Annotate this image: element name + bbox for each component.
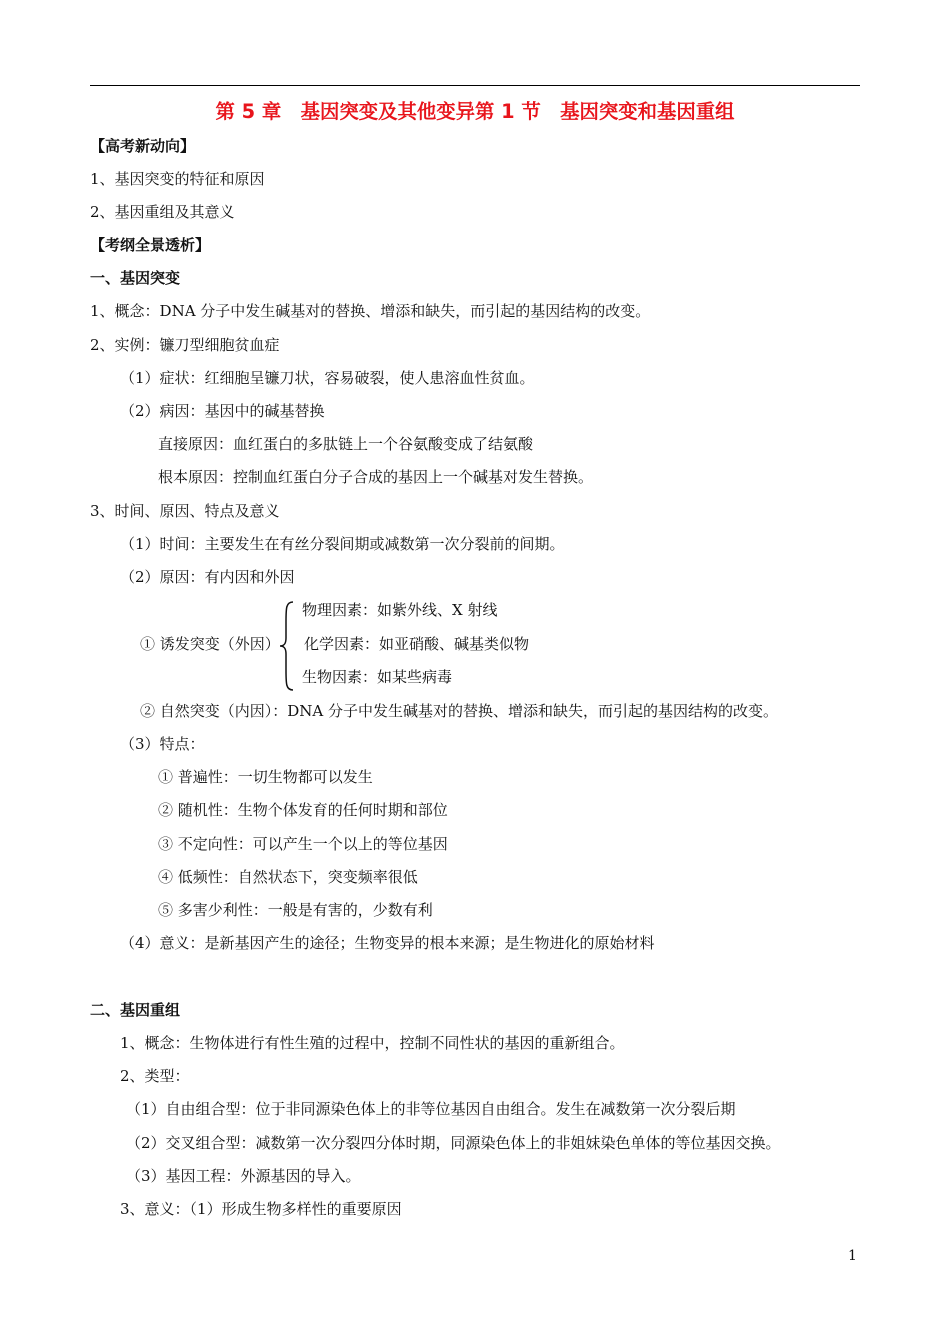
mutation-header: 一、基因突变 (90, 269, 181, 287)
mutation-concept: 1、概念：DNA 分子中发生碱基对的替换、增添和缺失，而引起的基因结构的改变。 (90, 302, 651, 320)
trends-header: 【高考新动向】 (90, 137, 196, 155)
factor-chemical: 化学因素：如亚硝酸、碱基类似物 (304, 635, 530, 653)
mutation-time: （1）时间：主要发生在有丝分裂间期或减数第一次分裂前的间期。 (120, 535, 565, 553)
brace-icon (279, 600, 295, 692)
mutation-example: 2、实例：镰刀型细胞贫血症 (90, 336, 280, 354)
page-number: 1 (848, 1248, 857, 1264)
mutation-symptom: （1）症状：红细胞呈镰刀状，容易破裂，使人患溶血性贫血。 (120, 369, 535, 387)
trends-item-2: 2、基因重组及其意义 (90, 203, 235, 221)
mutation-features: （3）特点： (120, 735, 205, 753)
mutation-root-cause: 根本原因：控制血红蛋白分子合成的基因上一个碱基对发生替换。 (158, 468, 594, 486)
induced-mutation: ① 诱发突变（外因） (140, 635, 280, 653)
feature-2: ② 随机性：生物个体发育的任何时期和部位 (158, 801, 448, 819)
recombination-type-1: （1）自由组合型：位于非同源染色体上的非等位基因自由组合。发生在减数第一次分裂后期 (126, 1100, 736, 1118)
factor-physical: 物理因素：如紫外线、X 射线 (302, 601, 498, 619)
feature-3: ③ 不定向性：可以产生一个以上的等位基因 (158, 835, 448, 853)
recombination-type-2: （2）交叉组合型：减数第一次分裂四分体时期，同源染色体上的非姐妹染色单体的等位基因交换。 (126, 1134, 781, 1152)
mutation-reason: （2）原因：有内因和外因 (120, 568, 295, 586)
recombination-types: 2、类型： (120, 1067, 190, 1085)
mutation-significance: （4）意义：是新基因产生的途径；生物变异的根本来源；是生物进化的原始材料 (120, 934, 655, 952)
recombination-significance: 3、意义：（1）形成生物多样性的重要原因 (120, 1200, 402, 1218)
feature-1: ① 普遍性：一切生物都可以发生 (158, 768, 373, 786)
feature-4: ④ 低频性：自然状态下，突变频率很低 (158, 868, 418, 886)
mutation-time-header: 3、时间、原因、特点及意义 (90, 502, 280, 520)
mutation-direct-cause: 直接原因：血红蛋白的多肽链上一个谷氨酸变成了结氨酸 (158, 435, 534, 453)
top-rule (90, 85, 860, 86)
factor-biological: 生物因素：如某些病毒 (302, 668, 453, 686)
recombination-type-3: （3）基因工程：外源基因的导入。 (126, 1167, 361, 1185)
page-title: 第 5 章 基因突变及其他变异第 1 节 基因突变和基因重组 (215, 100, 735, 123)
feature-5: ⑤ 多害少利性：一般是有害的，少数有利 (158, 901, 433, 919)
recombination-concept: 1、概念：生物体进行有性生殖的过程中，控制不同性状的基因的重新组合。 (120, 1034, 625, 1052)
recombination-header: 二、基因重组 (90, 1001, 181, 1019)
trends-item-1: 1、基因突变的特征和原因 (90, 170, 265, 188)
mutation-cause: （2）病因：基因中的碱基替换 (120, 402, 325, 420)
outline-header: 【考纲全景透析】 (90, 236, 211, 254)
natural-mutation: ② 自然突变（内因）：DNA 分子中发生碱基对的替换、增添和缺失，而引起的基因结构的改变。 (140, 702, 779, 720)
